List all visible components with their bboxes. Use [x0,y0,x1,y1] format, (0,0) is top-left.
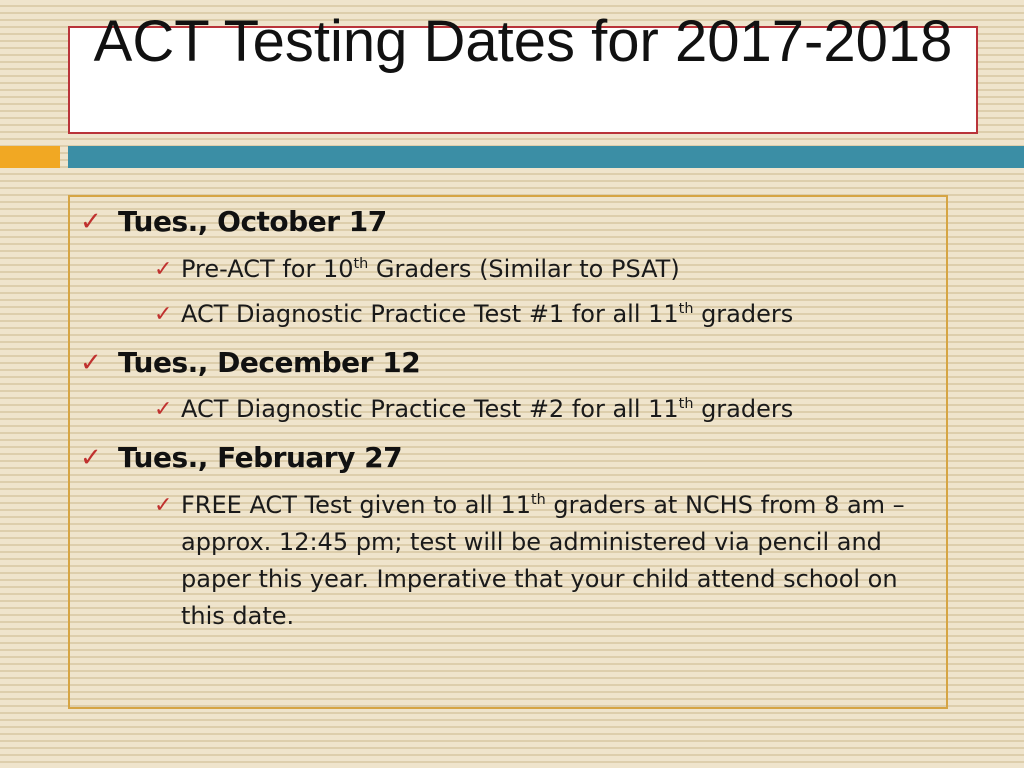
detail-item [154,391,793,428]
checkmark-icon: ✓ [154,302,173,327]
detail-text: FREE ACT Test given to all 11th graders at NCHS from 8 am – approx. 12:45 pm; test will be administered via pencil and paper this year. Imperative that your child attend school on this date. [181,491,905,630]
detail-text: Pre-ACT for 10th Graders (Similar to PSAT) [181,255,680,283]
date-item-december [80,348,420,378]
detail-item [154,296,793,333]
slide-title: ACT Testing Dates for 2017-2018 [93,9,953,74]
detail-item [154,487,941,635]
detail-text: ACT Diagnostic Practice Test #1 for all 11th graders [181,300,794,328]
accent-bar-teal [68,146,1024,168]
checkmark-icon: ✓ [80,348,102,378]
date-heading: Tues., February 27 [118,441,403,474]
checkmark-icon: ✓ [80,443,102,473]
date-item-october [80,207,387,237]
checkmark-icon: ✓ [80,207,102,237]
checkmark-icon: ✓ [154,493,173,518]
checkmark-icon: ✓ [154,397,173,422]
detail-item [154,251,680,288]
date-heading: Tues., December 12 [118,346,421,379]
accent-bar-orange [0,146,60,168]
detail-text: ACT Diagnostic Practice Test #2 for all 11th graders [181,395,794,423]
date-heading: Tues., October 17 [118,205,387,238]
checkmark-icon: ✓ [154,257,173,282]
date-item-february [80,443,402,473]
